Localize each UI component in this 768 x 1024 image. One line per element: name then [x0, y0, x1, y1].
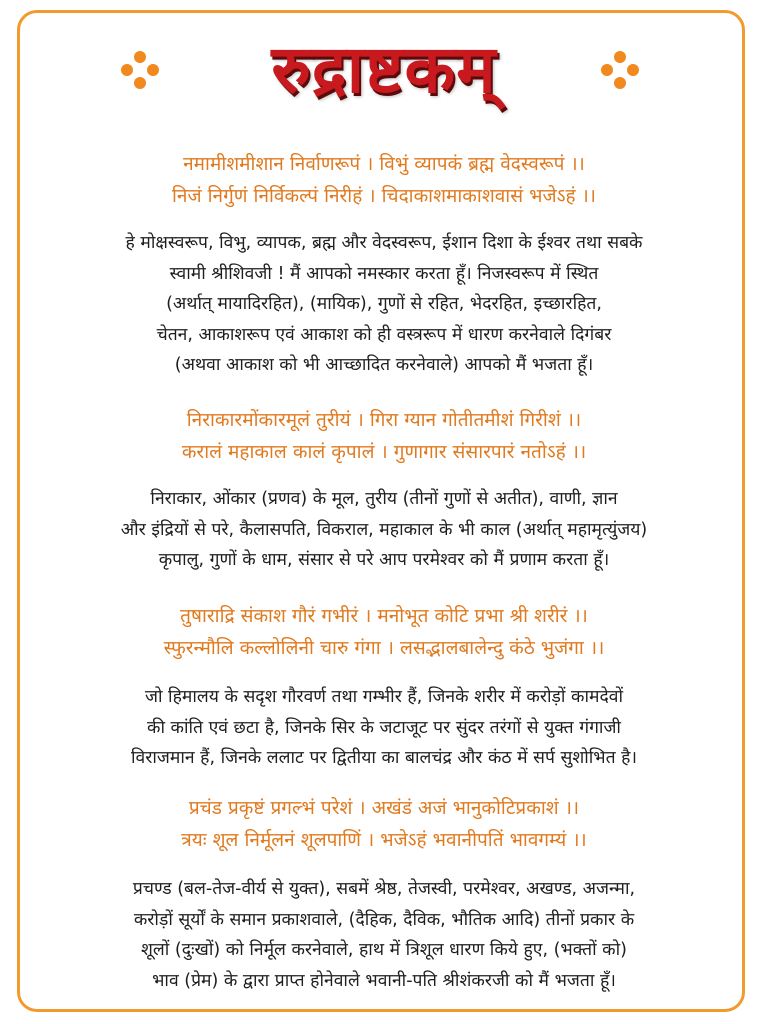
verse-line: निराकारमोंकारमूलं तुरीयं । गिरा ग्यान गोतीतमीशं गिरीशं ।। [186, 409, 582, 431]
meaning-line: निराकार, ओंकार (प्रणव) के मूल, तुरीय (तीनों गुणों से अतीत), वाणी, ज्ञान [150, 489, 618, 509]
meaning-line: (अथवा आकाश को भी आच्छादित करनेवाले) आपको मैं भजता हूँ। [174, 355, 594, 375]
verse-line: निजं निर्गुणं निर्विकल्पं निरीहं । चिदाकाशमाकाशवासं भजेऽहं ।। [172, 185, 596, 207]
meaning-line: कृपालु, गुणों के धाम, संसार से परे आप परमेश्वर को मैं प्रणाम करता हूँ। [158, 550, 610, 570]
meaning-4 [40, 874, 728, 996]
meaning-line: जो हिमालय के सदृश गौरवर्ण तथा गम्भीर हैं, जिनके शरीर में करोड़ों कामदेवों [144, 687, 624, 707]
flower-ornament-icon [600, 50, 640, 90]
meaning-1 [40, 228, 728, 381]
verse-4 [30, 792, 738, 856]
page-title: रुद्राष्टकम् [271, 31, 497, 108]
verse-3 [30, 600, 738, 664]
verse-line: त्रयः शूल निर्मूलनं शूलपाणिं । भजेऽहं भवानीपतिं भावगम्यं ।। [181, 829, 587, 851]
meaning-line: हे मोक्षस्वरूप, विभु, व्यापक, ब्रह्म और वेदस्वरूप, ईशान दिशा के ईश्वर तथा सबके [125, 233, 643, 253]
verse-1 [30, 148, 738, 212]
verse-line: स्फुरन्मौलि कल्लोलिनी चारु गंगा । लसद्भालबालेन्दु कंठे भुजंगा ।। [163, 637, 605, 659]
meaning-3 [40, 682, 728, 774]
meaning-line: भाव (प्रेम) के द्वारा प्राप्त होनेवाले भवानी-पति श्रीशंकरजी को मैं भजता हूँ। [152, 970, 616, 991]
verse-line: तुषाराद्रि संकाश गौरं गभीरं । मनोभूत कोटि प्रभा श्री शरीरं ।। [180, 605, 588, 627]
verse-line: नमामीशमीशान निर्वाणरूपं । विभुं व्यापकं ब्रह्म वेदस्वरूपं ।। [183, 153, 585, 175]
meaning-line: विराजमान हैं, जिनके ललाट पर द्वितीया का बालचंद्र और कंठ में सर्प सुशोभित है। [130, 748, 638, 768]
meaning-line: स्वामी श्रीशिवजी ! मैं आपको नमस्कार करता हूँ। निजस्वरूप में स्थित [169, 263, 599, 284]
meaning-line: चेतन, आकाशरूप एवं आकाश को ही वस्त्ररूप में धारण करनेवाले दिगंबर [156, 324, 612, 345]
meaning-2 [40, 484, 728, 576]
meaning-line: (अर्थात् मायादिरहित), (मायिक), गुणों से रहित, भेदरहित, इच्छारहित, [166, 294, 602, 314]
verse-line: करालं महाकाल कालं कृपालं । गुणागार संसारपारं नतोऽहं ।। [181, 441, 587, 463]
meaning-line: और इंद्रियों से परे, कैलासपति, विकराल, महाकाल के भी काल (अर्थात् महामृत्युंजय) [120, 519, 648, 540]
meaning-line: की कांति एवं छटा है, जिनके सिर के जटाजूट पर सुंदर तरंगों से युक्त गंगाजी [147, 717, 621, 738]
meaning-line: प्रचण्ड (बल-तेज-वीर्य से युक्त), सबमें श्रेष्ठ, तेजस्वी, परमेश्वर, अखण्ड, अजन्मा, [132, 879, 636, 899]
meaning-line: शूलों (दुःखों) को निर्मूल करनेवाले, हाथ में त्रिशूल धारण किये हुए, (भक्तों को) [141, 940, 627, 960]
verse-line: प्रचंड प्रकृष्टं प्रगल्भं परेशं । अखंडं अजं भानुकोटिप्रकाशं ।। [188, 797, 580, 819]
header [0, 28, 768, 128]
verse-2 [30, 404, 738, 468]
meaning-line: करोड़ों सूर्यों के समान प्रकाशवाले, (दैहिक, दैविक, भौतिक आदि) तीनों प्रकार के [133, 909, 635, 930]
